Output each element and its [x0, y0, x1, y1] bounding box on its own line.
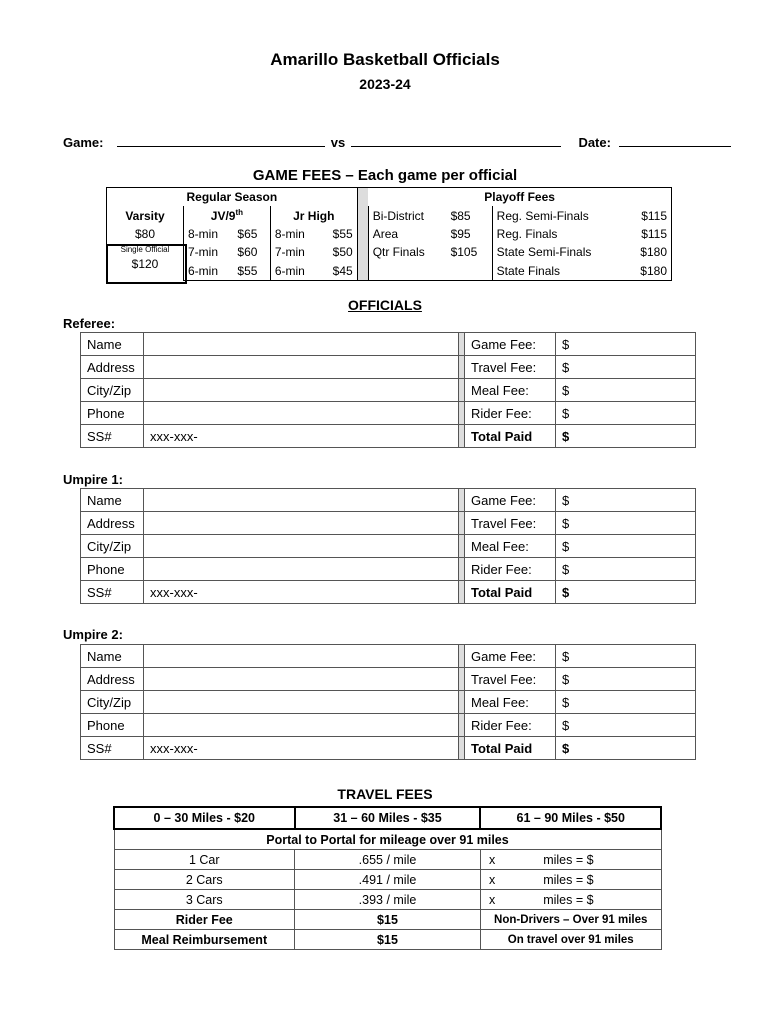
travel-row-rate: .393 / mile [295, 890, 481, 910]
travel-tier: 61 – 90 Miles - $50 [480, 807, 661, 829]
referee-table [80, 332, 696, 448]
date-label: Date: [578, 135, 611, 150]
umpire2-meal-fee-input[interactable]: $ [556, 691, 696, 714]
row-label: City/Zip [81, 379, 144, 402]
jr-period: 7-min [274, 245, 305, 260]
umpire1-ss-input[interactable]: xxx-xxx- [144, 581, 459, 604]
row-label: Address [81, 356, 144, 379]
fees-divider [357, 188, 368, 207]
game-away-field[interactable] [351, 135, 561, 147]
date-field[interactable] [619, 135, 731, 147]
umpire1-address-input[interactable] [144, 512, 459, 535]
referee-total-input[interactable]: $ [556, 425, 696, 448]
row-label: Name [81, 645, 144, 668]
total-label: Total Paid [465, 425, 556, 448]
playoff-fee: $180 [626, 243, 672, 261]
fee-label: Travel Fee: [465, 356, 556, 379]
umpire2-phone-input[interactable] [144, 714, 459, 737]
row-label: SS# [81, 737, 144, 760]
umpire1-table [80, 488, 696, 604]
referee-name-input[interactable] [144, 333, 459, 356]
varsity-label: Varsity [107, 206, 184, 224]
jv-fee: $60 [233, 243, 270, 261]
referee-rider-fee-input[interactable]: $ [556, 402, 696, 425]
playoff-name: State Semi-Finals [496, 245, 592, 260]
playoff-fees-label: Playoff Fees [368, 188, 671, 207]
single-official-fee: $120 [131, 257, 159, 272]
umpire2-label: Umpire 2: [63, 627, 123, 642]
fee-label: Rider Fee: [465, 714, 556, 737]
travel-fees-heading: TRAVEL FEES [337, 786, 433, 802]
playoff-name: Reg. Finals [496, 226, 558, 241]
row-label: Phone [81, 714, 144, 737]
umpire1-game-fee-input[interactable]: $ [556, 489, 696, 512]
travel-fees-table [113, 806, 662, 950]
referee-game-fee-input[interactable]: $ [556, 333, 696, 356]
row-label: Name [81, 333, 144, 356]
game-home-field[interactable] [117, 135, 325, 147]
referee-cityzip-input[interactable] [144, 379, 459, 402]
umpire2-address-input[interactable] [144, 668, 459, 691]
rider-fee-amount: $15 [295, 910, 481, 930]
empty-cell [368, 262, 492, 281]
fee-label: Rider Fee: [465, 558, 556, 581]
total-label: Total Paid [465, 581, 556, 604]
umpire2-game-fee-input[interactable]: $ [556, 645, 696, 668]
fee-label: Game Fee: [465, 489, 556, 512]
jr-period: 8-min [274, 226, 305, 241]
umpire2-cityzip-input[interactable] [144, 691, 459, 714]
umpire2-name-input[interactable] [144, 645, 459, 668]
season-label: 2023-24 [359, 76, 411, 92]
total-label: Total Paid [465, 737, 556, 760]
playoff-name: Qtr Finals [372, 245, 425, 260]
fee-label: Meal Fee: [465, 535, 556, 558]
game-line [63, 135, 731, 150]
single-official-label: Single Official [120, 245, 170, 255]
fee-label: Rider Fee: [465, 402, 556, 425]
vs-label: vs [330, 135, 346, 150]
umpire1-name-input[interactable] [144, 489, 459, 512]
varsity-fee: $80 [107, 225, 184, 243]
fee-label: Travel Fee: [465, 668, 556, 691]
referee-phone-input[interactable] [144, 402, 459, 425]
referee-meal-fee-input[interactable]: $ [556, 379, 696, 402]
travel-row-rate: .491 / mile [295, 870, 481, 890]
umpire2-ss-input[interactable]: xxx-xxx- [144, 737, 459, 760]
jr-period: 6-min [270, 262, 320, 281]
jv-period: 8-min [188, 226, 219, 241]
fees-divider [357, 225, 368, 243]
game-fees-heading: GAME FEES – Each game per official [252, 167, 518, 184]
row-label: SS# [81, 581, 144, 604]
playoff-name: Area [372, 226, 399, 241]
single-official-box [106, 244, 187, 284]
travel-row-label: 2 Cars [114, 870, 295, 890]
referee-travel-fee-input[interactable]: $ [556, 356, 696, 379]
fee-label: Meal Fee: [465, 691, 556, 714]
jv-label: JV/9th [184, 206, 271, 224]
umpire1-total-input[interactable]: $ [556, 581, 696, 604]
officials-heading: OFFICIALS [348, 297, 422, 313]
travel-row-rate: .655 / mile [295, 850, 481, 870]
row-label: Name [81, 489, 144, 512]
travel-row-calc[interactable]: x miles = $ [480, 870, 661, 890]
umpire1-meal-fee-input[interactable]: $ [556, 535, 696, 558]
referee-label: Referee: [63, 316, 116, 331]
umpire2-travel-fee-input[interactable]: $ [556, 668, 696, 691]
playoff-fee: $115 [626, 206, 672, 224]
page-title: Amarillo Basketball Officials [270, 50, 500, 69]
jv-period: 7-min [188, 245, 219, 260]
umpire1-phone-input[interactable] [144, 558, 459, 581]
jv-fee: $65 [233, 225, 270, 243]
umpire1-rider-fee-input[interactable]: $ [556, 558, 696, 581]
row-label: Phone [81, 558, 144, 581]
playoff-fee: $95 [447, 225, 493, 243]
rider-fee-note: Non-Drivers – Over 91 miles [480, 910, 661, 930]
fees-divider [357, 262, 368, 281]
jr-high-label: Jr High [270, 206, 357, 224]
fees-divider [357, 243, 368, 261]
umpire1-label: Umpire 1: [63, 472, 123, 487]
row-label: City/Zip [81, 535, 144, 558]
fee-label: Travel Fee: [465, 512, 556, 535]
game-fees-table [106, 187, 672, 281]
travel-row-label: 3 Cars [114, 890, 295, 910]
row-label: Phone [81, 402, 144, 425]
referee-address-input[interactable] [144, 356, 459, 379]
meal-amount: $15 [295, 930, 481, 950]
jr-fee: $45 [320, 262, 357, 281]
travel-row-calc[interactable]: x miles = $ [480, 890, 661, 910]
row-label: City/Zip [81, 691, 144, 714]
meal-label: Meal Reimbursement [114, 930, 295, 950]
umpire2-rider-fee-input[interactable]: $ [556, 714, 696, 737]
referee-ss-input[interactable]: xxx-xxx- [144, 425, 459, 448]
fee-label: Meal Fee: [465, 379, 556, 402]
row-label: Address [81, 668, 144, 691]
playoff-name: Bi-District [372, 208, 425, 223]
playoff-fee: $115 [626, 225, 672, 243]
regular-season-label: Regular Season [107, 188, 358, 207]
umpire1-travel-fee-input[interactable]: $ [556, 512, 696, 535]
playoff-name: State Finals [492, 262, 626, 281]
umpire1-cityzip-input[interactable] [144, 535, 459, 558]
travel-tier: 0 – 30 Miles - $20 [114, 807, 295, 829]
row-label: Address [81, 512, 144, 535]
row-label: SS# [81, 425, 144, 448]
playoff-name: Reg. Semi-Finals [496, 208, 589, 223]
meal-note: On travel over 91 miles [480, 930, 661, 950]
umpire2-table [80, 644, 696, 760]
travel-row-calc[interactable]: x miles = $ [480, 850, 661, 870]
playoff-fee: $105 [447, 243, 493, 261]
fee-label: Game Fee: [465, 333, 556, 356]
jr-fee: $55 [320, 225, 357, 243]
portal-note: Portal to Portal for mileage over 91 miles [114, 829, 661, 850]
umpire2-total-input[interactable]: $ [556, 737, 696, 760]
travel-tier: 31 – 60 Miles - $35 [295, 807, 481, 829]
jv-period: 6-min [184, 262, 234, 281]
playoff-fee: $180 [626, 262, 672, 281]
rider-fee-label: Rider Fee [114, 910, 295, 930]
fees-divider [357, 206, 368, 224]
playoff-fee: $85 [447, 206, 493, 224]
travel-row-label: 1 Car [114, 850, 295, 870]
jr-fee: $50 [320, 243, 357, 261]
game-label: Game: [63, 135, 104, 150]
fee-label: Game Fee: [465, 645, 556, 668]
jv-fee: $55 [233, 262, 270, 281]
